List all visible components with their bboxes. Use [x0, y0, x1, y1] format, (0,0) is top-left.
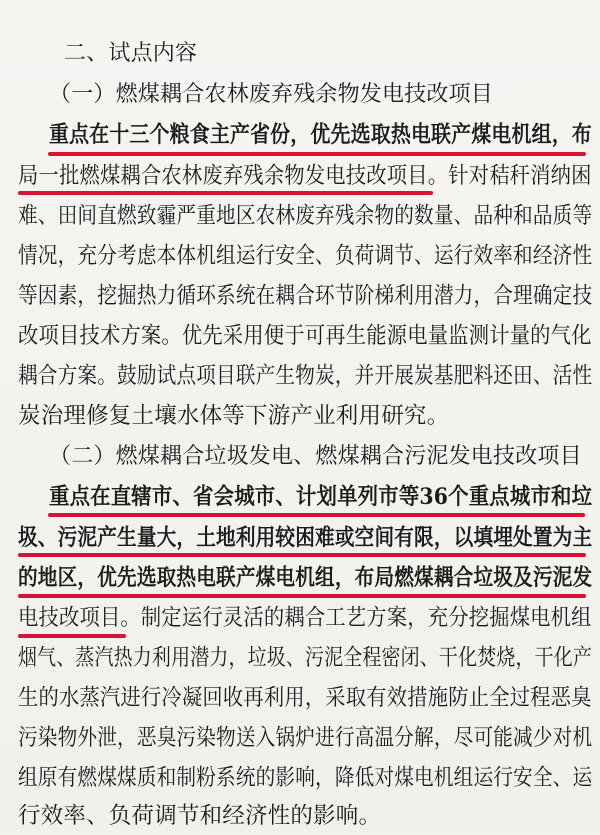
subsection-2-line-4-text: 电技改项目。制定运行灵活的耦合工艺方案，充分挖掘煤电机组 [18, 605, 592, 631]
subsection-1-line-1-text: 重点在十三个粮食主产省份，优先选取热电联产煤电机组，布 [49, 122, 592, 148]
section-title-text: 二、试点内容 [64, 41, 198, 66]
highlight-underline [18, 594, 586, 598]
highlight-underline [18, 191, 433, 195]
subsection-1-line-6 [18, 317, 600, 355]
subsection-2-line-9 [18, 797, 600, 835]
subsection-2-line-8-text: 组原有燃煤煤质和制粉系统的影响，降低对煤电机组运行安全、运 [18, 765, 593, 791]
subsection-2-line-4 [18, 599, 600, 637]
subsection-1-line-7 [18, 357, 600, 395]
subsection-1-line-3-text: 难、田间直燃致霾严重地区农林废弃残余物的数量、品种和品质等 [18, 203, 593, 229]
subsection-1-line-8 [18, 397, 600, 435]
subsection-1-line-5 [18, 277, 600, 315]
section-title [64, 35, 600, 73]
subsection-2-line-5 [18, 639, 600, 677]
subsection-2-line-8 [18, 759, 600, 797]
subsection-1-line-2 [18, 157, 600, 195]
subsection-2-line-6 [18, 679, 600, 717]
subsection-1-line-1 [49, 116, 600, 154]
subsection-2-line-7 [18, 719, 600, 757]
subsection-2-line-2 [18, 519, 600, 557]
subsection-1-line-8-text: 炭治理修复土壤水体等下游产业利用研究。 [18, 403, 450, 429]
subsection-heading-1 [49, 76, 600, 114]
subsection-1-line-4-text: 情况，充分考虑本体机组运行安全、负荷调节、运行效率和经济性 [18, 243, 593, 269]
highlight-underline [18, 634, 126, 638]
highlight-underline [18, 553, 586, 557]
subsection-1-line-6-text: 改项目技术方案。优先采用便于可再生能源电量监测计量的气化 [18, 323, 592, 349]
subsection-heading-2 [49, 438, 600, 476]
subsection-heading-2-text: （二）燃煤耦合垃圾发电、燃煤耦合污泥发电技改项目 [49, 444, 582, 469]
subsection-2-line-7-text: 污染物外泄，恶臭污染物送入锅炉进行高温分解，尽可能减少对机 [18, 725, 593, 751]
highlight-underline [48, 513, 585, 517]
subsection-2-line-6-text: 生的水蒸汽进行冷凝回收再利用，采取有效措施防止全过程恶臭 [18, 685, 592, 711]
subsection-2-line-2-text: 圾、污泥产生量大，土地利用较困难或空间有限，以填埋处置为主 [18, 525, 593, 551]
subsection-1-line-2-text: 局一批燃煤耦合农林废弃残余物发电技改项目。针对秸秆消纳困 [18, 163, 592, 189]
subsection-2-line-3 [18, 559, 600, 597]
subsection-1-line-4 [18, 237, 600, 275]
subsection-2-line-1 [49, 478, 600, 516]
subsection-heading-1-text: （一）燃煤耦合农林废弃残余物发电技改项目 [49, 82, 494, 107]
subsection-2-line-9-text: 行效率、负荷调节和经济性的影响。 [18, 803, 382, 829]
subsection-1-line-3 [18, 197, 600, 235]
subsection-2-line-5-text: 烟气、蒸汽热力利用潜力，垃圾、污泥全程密闭、干化焚烧，干化产 [18, 645, 593, 671]
highlight-underline [48, 152, 586, 156]
subsection-2-line-3-text: 的地区，优先选取热电联产煤电机组，布局燃煤耦合垃圾及污泥发 [18, 565, 593, 591]
subsection-1-line-5-text: 等因素，挖掘热力循环系统在耦合环节阶梯利用潜力，合理确定技 [18, 283, 593, 309]
subsection-2-line-1-text: 重点在直辖市、省会城市、计划单列市等36个重点城市和垃 [49, 484, 593, 510]
subsection-1-line-7-text: 耦合方案。鼓励试点项目联产生物炭，并开展炭基肥料还田、活性 [18, 363, 593, 389]
